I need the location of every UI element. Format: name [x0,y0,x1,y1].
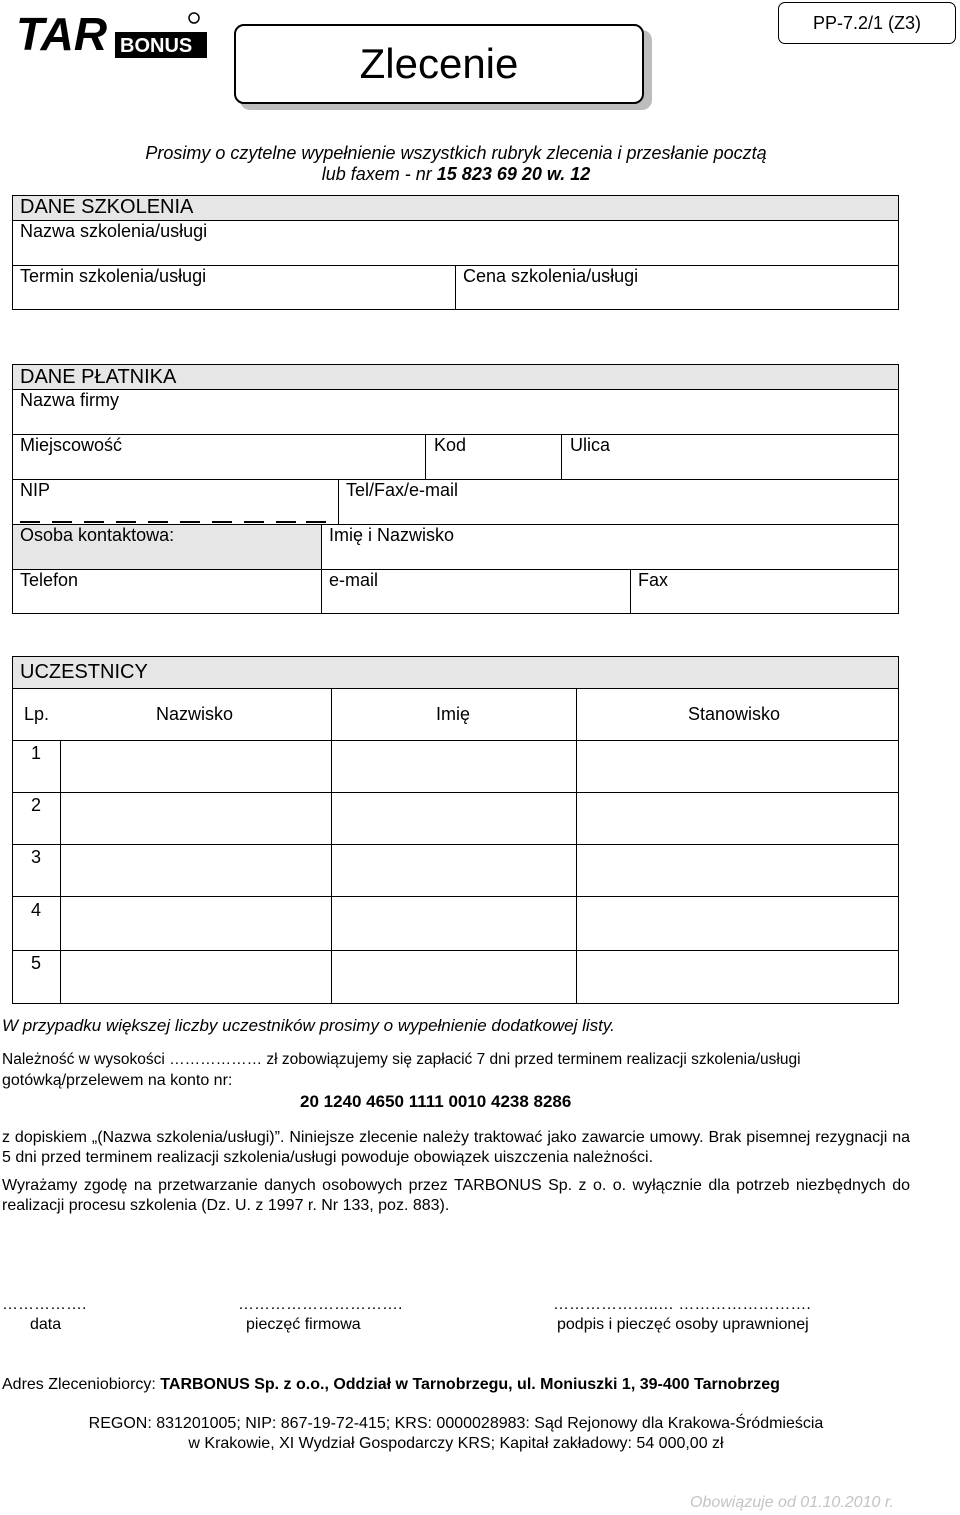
dash [148,521,168,523]
col-divider-firstname [576,688,577,1004]
row-divider [12,740,899,741]
row-divider [12,950,899,951]
row-number: 1 [31,743,42,763]
dash [20,521,40,523]
contact-name-label: Imię i Nazwisko [329,525,455,545]
signature-dots: ………………..… ……………………. [553,1296,811,1313]
training-name-label: Nazwa szkolenia/usługi [20,221,208,241]
intro-line-1: Prosimy o czytelne wypełnienie wszystkich rubryk zlecenia i przesłanie pocztą [145,143,767,163]
contact-person-label: Osoba kontaktowa: [20,525,175,545]
dash [244,521,264,523]
dash [180,521,200,523]
intro-line-2 [0,164,912,185]
training-price-label: Cena szkolenia/usługi [463,266,639,286]
stamp-dots: …………………………. [238,1296,403,1313]
payment-line-1: Należność w wysokości ……………… zł zobowiązujemy się zapłacić 7 dni przed terminem realizacji szkolenia/usługi [2,1051,801,1068]
col-divider-lp [60,740,61,1004]
dash [52,521,72,523]
dash [212,521,232,523]
city-label: Miejscowość [20,435,123,455]
row-number: 2 [31,795,42,815]
street-field[interactable] [561,434,899,480]
col-header-lp: Lp. [24,704,50,724]
dash [306,521,326,523]
company-name-field[interactable] [12,389,899,435]
tarbonus-logo-icon [12,6,212,64]
training-term-label: Termin szkolenia/usługi [20,266,207,286]
valid-from-watermark: Obowiązuje od 01.10.2010 r. [690,1494,894,1511]
phone-label: Telefon [20,570,79,590]
payment-line-2: gotówką/przelewem na konto nr: [2,1072,233,1089]
col-header-position: Stanowisko [688,704,781,724]
street-label: Ulica [570,435,611,455]
company-registration-line-1: REGON: 831201005; NIP: 867-19-72-415; KRS: 0000028983: Sąd Rejonowy dla Krakowa-Śródmieścia [88,1415,824,1432]
data-consent: Wyrażamy zgodę na przetwarzanie danych osobowych przez TARBONUS Sp. z o. o. wyłącznie dla potrzeb niezbędnych do realizacji procesu szkolenia (Dz. U. z 1997 r. Nr 133, poz. 883). [2,1177,910,1214]
row-number: 4 [31,900,42,920]
row-divider [12,792,899,793]
address-prefix: Adres Zleceniobiorcy: [2,1376,161,1393]
account-number: 20 1240 4650 1111 0010 4238 8286 [300,1092,572,1111]
email-label: e-mail [329,570,379,590]
contractor-address [2,1376,780,1394]
participants-table [12,688,899,1004]
dash [116,521,136,523]
svg-text:TAR: TAR [16,8,108,60]
signature-label: podpis i pieczęć osoby uprawnionej [557,1316,809,1333]
participants-header: UCZESTNICY [20,661,148,683]
participants-note: W przypadku większej liczby uczestników prosimy o wypełnienie dodatkowej listy. [2,1016,615,1035]
intro-fax-number: 15 823 69 20 w. 12 [436,164,591,184]
stamp-label: pieczęć firmowa [246,1316,361,1333]
dash [84,521,104,523]
col-header-surname: Nazwisko [156,704,234,724]
zip-label: Kod [434,435,467,455]
row-divider [12,844,899,845]
fax-label: Fax [638,570,669,590]
row-number: 3 [31,847,42,867]
date-dots: ……………. [2,1296,87,1313]
training-header: DANE SZKOLENIA [20,196,194,218]
contact-line-label[interactable]: Tel/Fax/e-mail [346,480,459,500]
row-number: 5 [31,953,42,973]
address-value: TARBONUS Sp. z o.o., Oddział w Tarnobrzegu, ul. Moniuszki 1, 39-400 Tarnobrzeg [160,1376,780,1393]
row-divider [12,896,899,897]
col-header-firstname: Imię [436,704,471,724]
page-title: Zlecenie [234,24,644,104]
nip-label[interactable]: NIP [20,480,51,500]
fax-field[interactable] [630,569,899,614]
tarbonus-logo [12,6,212,64]
dash [276,521,296,523]
date-label: data [30,1316,62,1333]
nip-divider [338,479,339,525]
col-divider-name [331,688,332,1004]
payer-header: DANE PŁATNIKA [20,366,177,388]
company-name-label: Nazwa firmy [20,390,120,410]
intro-fax-prefix: lub faxem - nr [321,164,437,184]
document-code: PP-7.2/1 (Z3) [778,2,956,44]
company-registration-line-2: w Krakowie, XI Wydział Gospodarczy KRS; Kapitał zakładowy: 54 000,00 zł [188,1435,724,1452]
payment-terms: z dopiskiem „(Nazwa szkolenia/usługi)”. Niniejsze zlecenie należy traktować jako zawarcie umowy. Brak pisemnej rezygnacji na 5 dni przed terminem realizacji szkolenia/usługi powoduje obowiązek uiszczenia należności. [2,1129,910,1166]
svg-text:BONUS: BONUS [120,35,193,57]
